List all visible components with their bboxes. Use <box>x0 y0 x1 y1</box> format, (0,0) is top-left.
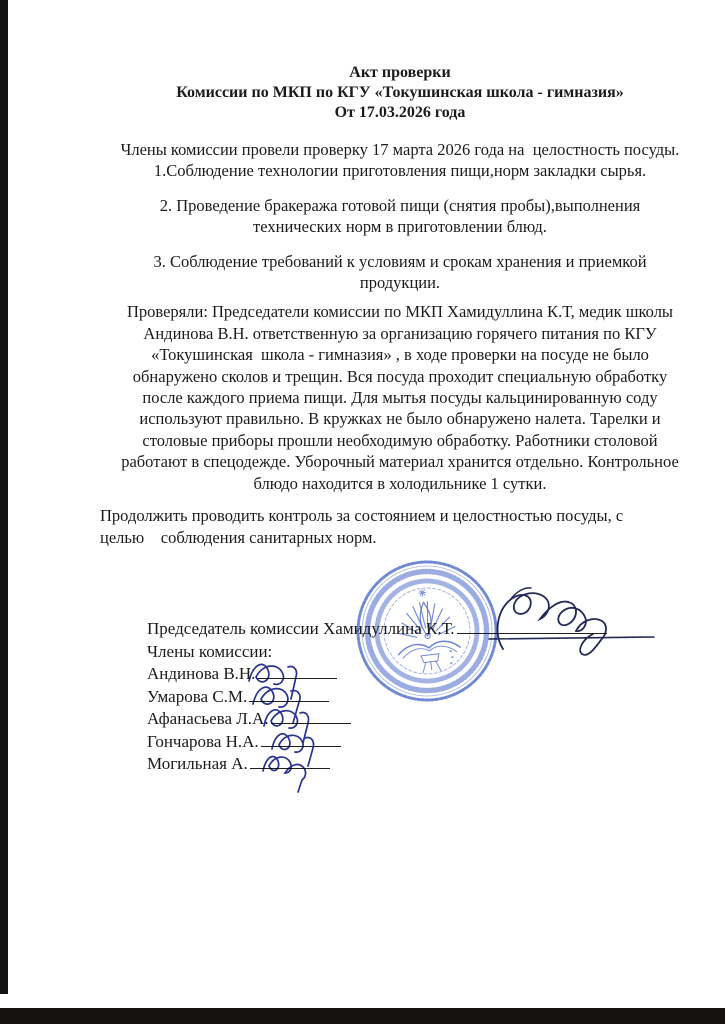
paragraph-line: «Токушинская школа - гимназия» , в ходе проверки на посуде не было <box>151 345 649 365</box>
member-name-label: Афанасьева Л.А. <box>147 709 269 729</box>
paragraph-line: обнаружено сколов и трещин. Вся посуда проходит специальную обработку <box>132 366 668 386</box>
document-title-block <box>100 63 700 123</box>
paragraph-intro <box>100 139 700 182</box>
scan-artifact-left-edge <box>0 0 8 994</box>
document-date-line: От 17.03.2026 года <box>334 104 466 121</box>
member-signature-line <box>250 755 330 769</box>
paragraph-line: 2. Проведение бракеража готовой пищи (снятия пробы),выполнения <box>159 195 641 215</box>
paragraph-line: Андинова В.Н. ответственную за организацию горячего питания по КГУ <box>143 323 657 343</box>
paragraph-line: блюдо находится в холодильнике 1 сутки. <box>253 473 547 493</box>
paragraph-line: Члены комиссии провели проверку 17 марта 2026 года на целостность посуды. <box>120 140 680 159</box>
member-signature-line <box>257 665 337 679</box>
member-signature-row <box>147 708 700 731</box>
member-signature-row <box>147 753 700 776</box>
paragraph-item-2 <box>100 195 700 238</box>
member-name-label: Могильная А. <box>147 754 248 774</box>
member-name-label: Гончарова Н.А. <box>147 731 259 751</box>
paragraph-line: технических норм в приготовлении блюд. <box>253 217 547 237</box>
document-title: Акт проверки <box>349 64 451 81</box>
member-name-label: Андинова В.Н. <box>147 664 256 684</box>
paragraph-line: столовые приборы прошли необходимую обработку. Работники столовой <box>142 430 658 450</box>
paragraph-line: после каждого приема пищи. Для мытья посуды кальцинированную соду <box>142 388 658 408</box>
paragraph-line: 1.Соблюдение технологии приготовления пищи,норм закладки сырья. <box>153 161 647 181</box>
member-signature-line <box>271 710 351 724</box>
paragraph-item-3 <box>100 251 700 294</box>
member-signature-line <box>261 733 341 747</box>
member-signature-row <box>147 731 700 754</box>
paragraph-line: целью соблюдения санитарных норм. <box>100 527 377 547</box>
document-subtitle-committee: Комиссии по МКП по КГУ «Токушинская школа - гимназия» <box>176 84 624 101</box>
members-heading: Члены комиссии: <box>147 641 273 661</box>
member-name-label: Умарова С.М. <box>147 686 248 706</box>
scan-artifact-bottom-edge <box>0 1008 725 1024</box>
paragraph-line: продукции. <box>359 273 441 293</box>
paragraph-findings <box>100 301 700 494</box>
paragraph-line: Продолжить проводить контроль за состоянием и целостностью посуды, с <box>100 506 624 526</box>
paragraph-line: используют правильно. В кружках не было обнаружено налета. Тарелки и <box>139 409 661 429</box>
paragraph-line: 3. Соблюдение требований к условиям и срокам хранения и приемкой <box>153 251 647 271</box>
member-signature-line <box>249 688 329 702</box>
paragraph-conclusion <box>100 505 700 548</box>
chairman-name-label: Председатель комиссии Хамидуллина К.Т. <box>147 618 455 638</box>
official-round-stamp-icon <box>352 556 502 706</box>
paragraph-line: Проверяли: Председатели комиссии по МКП Хамидуллина К.Т, медик школы <box>126 302 674 322</box>
paragraph-line: работают в спецодежде. Уборочный материал хранится отдельно. Контрольное <box>121 452 679 472</box>
